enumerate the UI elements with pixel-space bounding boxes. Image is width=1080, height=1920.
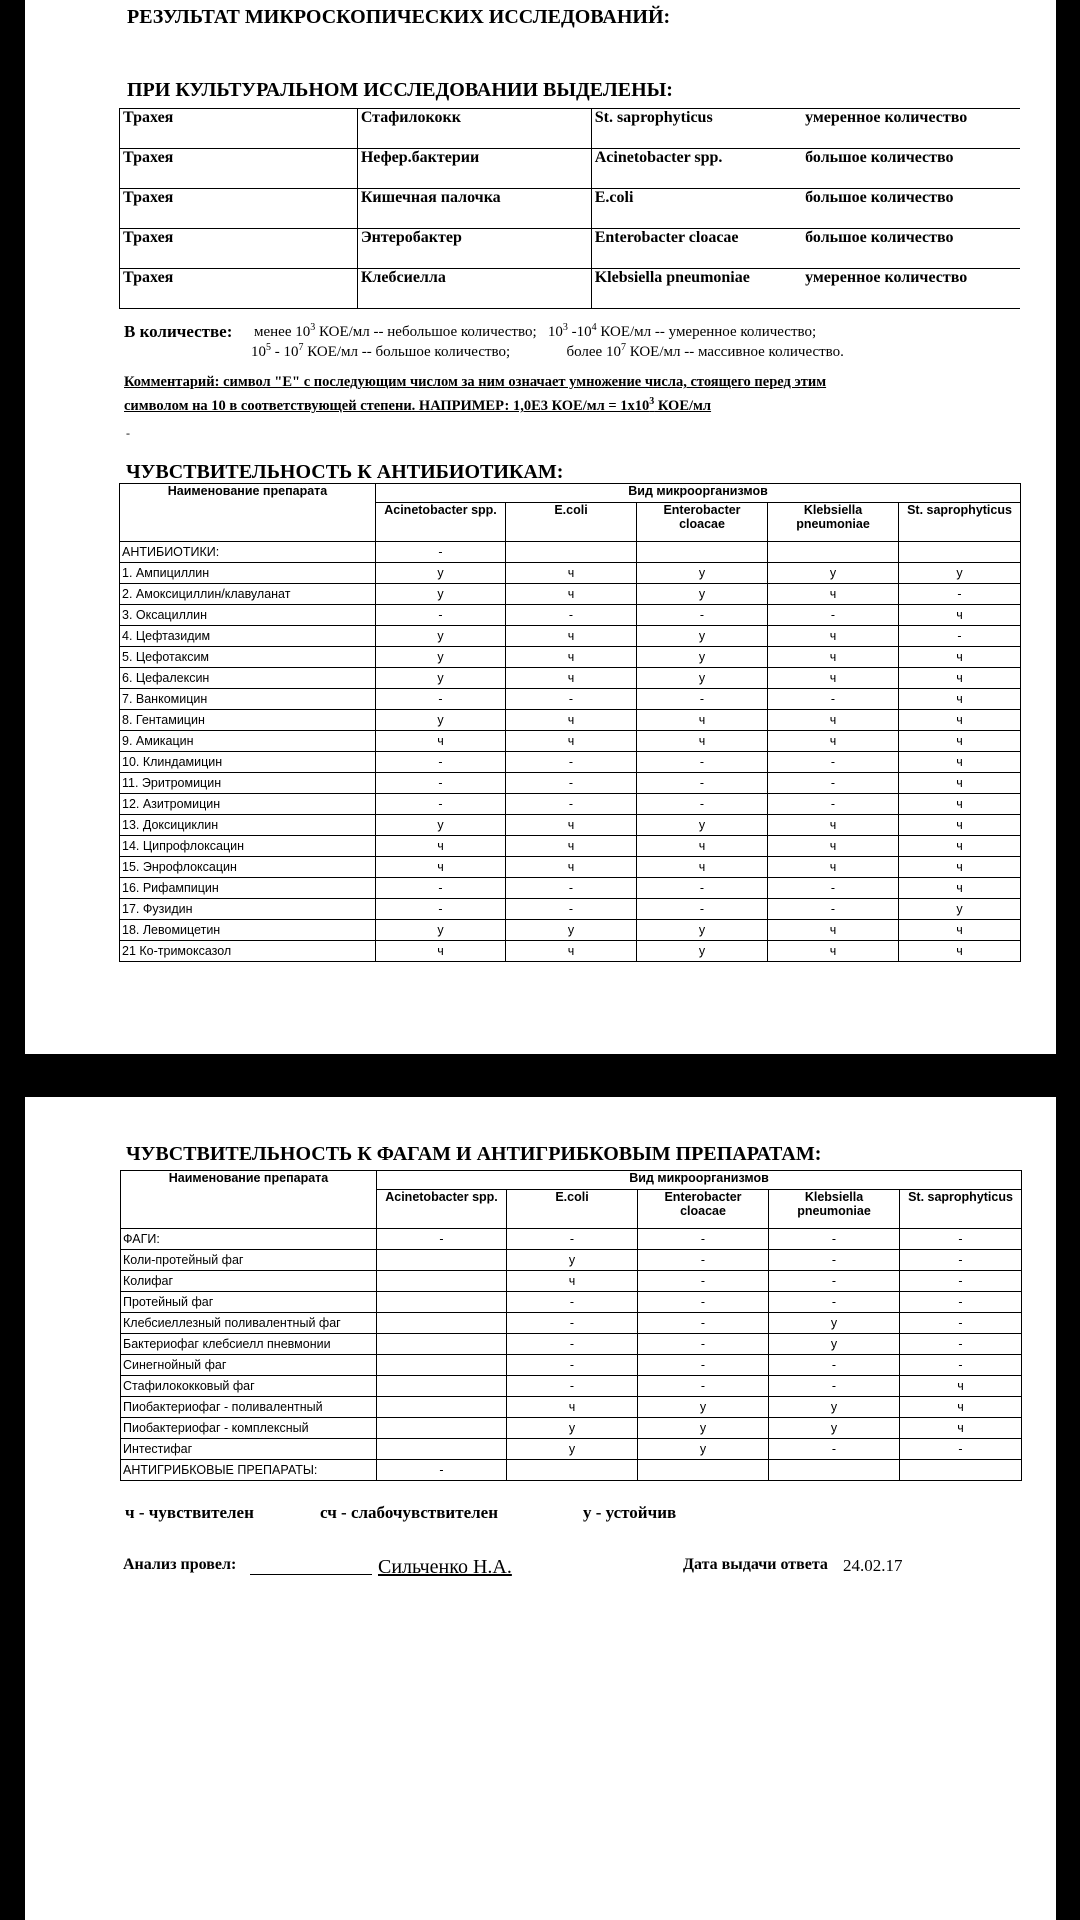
organism-header: St. saprophyticus (899, 503, 1021, 542)
sensitivity-value: у (507, 1418, 638, 1439)
sensitivity-value: ч (899, 815, 1021, 836)
drug-name: 4. Цефтазидим (120, 626, 376, 647)
sensitivity-value: - (769, 1271, 900, 1292)
sensitivity-value: - (900, 1271, 1022, 1292)
sensitivity-value: ч (506, 710, 637, 731)
sensitivity-value: - (376, 752, 506, 773)
drug-name: ФАГИ: (121, 1229, 377, 1250)
sensitivity-value: - (638, 1376, 769, 1397)
sensitivity-value (377, 1355, 507, 1376)
table-row (121, 1292, 1022, 1313)
sensitivity-value: у (376, 647, 506, 668)
sensitivity-value: - (507, 1292, 638, 1313)
sensitivity-value: - (637, 773, 768, 794)
sensitivity-value: - (377, 1460, 507, 1481)
sensitivity-value: у (768, 563, 899, 584)
table-row (121, 1271, 1022, 1292)
sensitivity-value: - (769, 1439, 900, 1460)
analyst-label: Анализ провел: (123, 1556, 237, 1573)
sensitivity-value: у (637, 668, 768, 689)
cell-amount: большое количество (805, 149, 1020, 189)
sensitivity-value: ч (506, 815, 637, 836)
sensitivity-value: - (507, 1229, 638, 1250)
sensitivity-value: ч (899, 710, 1021, 731)
sensitivity-value: ч (768, 668, 899, 689)
sensitivity-value (899, 542, 1021, 563)
sensitivity-value: у (507, 1250, 638, 1271)
drug-name: 11. Эритромицин (120, 773, 376, 794)
cell-organism-ru: Клебсиелла (357, 269, 591, 309)
culture-row (120, 189, 1021, 229)
organism-header: Klebsiella pneumoniae (769, 1190, 900, 1229)
report-page-2 (25, 1097, 1056, 1920)
sensitivity-value (377, 1250, 507, 1271)
sensitivity-value: - (638, 1229, 769, 1250)
sensitivity-value: - (376, 689, 506, 710)
sensitivity-value: у (637, 941, 768, 962)
sensitivity-value: - (768, 794, 899, 815)
drug-header: Наименование препарата (121, 1171, 377, 1229)
sensitivity-value: ч (506, 731, 637, 752)
analyst-name: Сильченко Н.А. (378, 1556, 512, 1578)
table-row (120, 752, 1021, 773)
issue-date: 24.02.17 (843, 1556, 903, 1575)
sensitivity-value: ч (506, 626, 637, 647)
sensitivity-value: у (638, 1418, 769, 1439)
sensitivity-value: у (769, 1313, 900, 1334)
table-row (120, 920, 1021, 941)
sensitivity-value: у (376, 668, 506, 689)
table-row (121, 1397, 1022, 1418)
drug-name: 13. Доксициклин (120, 815, 376, 836)
sensitivity-value: у (769, 1418, 900, 1439)
sensitivity-value: - (769, 1250, 900, 1271)
sensitivity-value: - (638, 1292, 769, 1313)
drug-name: 7. Ванкомицин (120, 689, 376, 710)
sensitivity-value (377, 1271, 507, 1292)
sensitivity-value: ч (506, 857, 637, 878)
antibiotics-title: ЧУВСТВИТЕЛЬНОСТЬ К АНТИБИОТИКАМ: (126, 461, 564, 483)
drug-name: 16. Рифампицин (120, 878, 376, 899)
cell-organism-lat: St. saprophyticus (591, 109, 805, 149)
sensitivity-value: - (376, 878, 506, 899)
organism-header: St. saprophyticus (900, 1190, 1022, 1229)
culture-row (120, 229, 1021, 269)
sensitivity-value: - (768, 773, 899, 794)
sensitivity-value: ч (376, 857, 506, 878)
sensitivity-value: - (900, 1250, 1022, 1271)
sensitivity-value: - (900, 1355, 1022, 1376)
drug-name: 12. Азитромицин (120, 794, 376, 815)
sensitivity-value: - (638, 1334, 769, 1355)
sensitivity-value: - (637, 794, 768, 815)
sensitivity-value: у (506, 920, 637, 941)
sensitivity-value: ч (637, 731, 768, 752)
cell-organism-lat: Enterobacter cloacae (591, 229, 805, 269)
culture-table (119, 108, 1020, 309)
sensitivity-value: у (507, 1439, 638, 1460)
drug-name: 15. Энрофлоксацин (120, 857, 376, 878)
sensitivity-value: - (769, 1292, 900, 1313)
sensitivity-value: - (899, 584, 1021, 605)
sensitivity-value: ч (899, 605, 1021, 626)
sensitivity-value (377, 1334, 507, 1355)
table-row (120, 836, 1021, 857)
sensitivity-value: - (768, 878, 899, 899)
sensitivity-value: ч (899, 836, 1021, 857)
table-row (121, 1334, 1022, 1355)
quantity-line-2: $10^5 - 10^7$ КОЕ/мл -- большое количество; более $10^7$ КОЕ/мл -- массивное количество. (251, 342, 844, 360)
cell-organism-ru: Стафилококк (357, 109, 591, 149)
sensitivity-value: ч (506, 836, 637, 857)
sensitivity-value: ч (768, 920, 899, 941)
sensitivity-value: у (769, 1397, 900, 1418)
drug-name: 5. Цефотаксим (120, 647, 376, 668)
sensitivity-value: ч (376, 941, 506, 962)
sensitivity-value (377, 1376, 507, 1397)
drug-name: Колифаг (121, 1271, 377, 1292)
table-row (120, 542, 1021, 563)
sensitivity-value (377, 1292, 507, 1313)
sensitivity-value: ч (506, 647, 637, 668)
table-row (120, 626, 1021, 647)
table-row (121, 1376, 1022, 1397)
sensitivity-value: - (506, 899, 637, 920)
table-row (121, 1355, 1022, 1376)
cell-material: Трахея (120, 269, 358, 309)
drug-name: Стафилококковый фаг (121, 1376, 377, 1397)
sensitivity-value (637, 542, 768, 563)
sensitivity-value: - (506, 794, 637, 815)
sensitivity-value: ч (899, 920, 1021, 941)
signature-footer (123, 1556, 1023, 1596)
sensitivity-value (638, 1460, 769, 1481)
sensitivity-value: - (376, 605, 506, 626)
table-row (120, 878, 1021, 899)
drug-name: Пиобактериофаг - поливалентный (121, 1397, 377, 1418)
sensitivity-value: - (376, 773, 506, 794)
sensitivity-value: у (376, 710, 506, 731)
sensitivity-value: у (637, 647, 768, 668)
sensitivity-value (377, 1313, 507, 1334)
sensitivity-value: - (637, 689, 768, 710)
cell-organism-lat: E.coli (591, 189, 805, 229)
sensitivity-value: - (377, 1229, 507, 1250)
sensitivity-value: - (507, 1334, 638, 1355)
cell-material: Трахея (120, 189, 358, 229)
sensitivity-value: - (900, 1439, 1022, 1460)
sensitivity-value: ч (768, 836, 899, 857)
drug-name: Интестифаг (121, 1439, 377, 1460)
sensitivity-value: - (506, 752, 637, 773)
organism-header: Klebsiella pneumoniae (768, 503, 899, 542)
cell-organism-ru: Кишечная палочка (357, 189, 591, 229)
drug-name: Протейный фаг (121, 1292, 377, 1313)
drug-name: АНТИГРИБКОВЫЕ ПРЕПАРАТЫ: (121, 1460, 377, 1481)
sensitivity-value: ч (899, 878, 1021, 899)
sensitivity-value: ч (376, 731, 506, 752)
sensitivity-value: у (899, 563, 1021, 584)
sensitivity-value: - (900, 1334, 1022, 1355)
sensitivity-value: - (638, 1250, 769, 1271)
quantity-legend (124, 322, 1064, 362)
sensitivity-value: ч (768, 731, 899, 752)
organism-header: E.coli (506, 503, 637, 542)
phage-title: ЧУВСТВИТЕЛЬНОСТЬ К ФАГАМ И АНТИГРИБКОВЫМ ПРЕПАРАТАМ: (126, 1143, 822, 1165)
sensitivity-value: ч (900, 1376, 1022, 1397)
sensitivity-value: ч (507, 1397, 638, 1418)
drug-name: 14. Ципрофлоксацин (120, 836, 376, 857)
sensitivity-value: - (768, 689, 899, 710)
sensitivity-value: - (506, 878, 637, 899)
sensitivity-value: ч (506, 668, 637, 689)
cell-organism-ru: Энтеробактер (357, 229, 591, 269)
sensitivity-value: - (768, 752, 899, 773)
sensitivity-value (900, 1460, 1022, 1481)
cell-amount: большое количество (805, 229, 1020, 269)
legend-weak: сч - слабочувствителен (320, 1503, 498, 1522)
sensitivity-value: ч (507, 1271, 638, 1292)
drug-name: 1. Ампициллин (120, 563, 376, 584)
cell-amount: большое количество (805, 189, 1020, 229)
table-row (120, 668, 1021, 689)
sensitivity-value (769, 1460, 900, 1481)
sensitivity-value: - (637, 899, 768, 920)
comment (124, 372, 1044, 416)
sensitivity-value: ч (376, 836, 506, 857)
table-row (120, 794, 1021, 815)
table-row (120, 563, 1021, 584)
phage-table (120, 1170, 1022, 1481)
sensitivity-value: ч (637, 836, 768, 857)
sensitivity-value: - (507, 1376, 638, 1397)
sensitivity-value: у (637, 563, 768, 584)
table-row (120, 899, 1021, 920)
sensitivity-value: ч (637, 857, 768, 878)
sensitivity-value (377, 1397, 507, 1418)
table-row (120, 689, 1021, 710)
sensitivity-value: ч (768, 815, 899, 836)
sensitivity-value (507, 1460, 638, 1481)
table-row (120, 773, 1021, 794)
sensitivity-value: ч (506, 584, 637, 605)
sensitivity-value: - (638, 1313, 769, 1334)
table-row (120, 584, 1021, 605)
sensitivity-value: - (638, 1355, 769, 1376)
sensitivity-value: ч (637, 710, 768, 731)
drug-name: 6. Цефалексин (120, 668, 376, 689)
organism-header: Enterobacter cloacae (638, 1190, 769, 1229)
sensitivity-value: - (376, 794, 506, 815)
report-page-1 (25, 0, 1056, 1054)
sensitivity-value: ч (768, 857, 899, 878)
dash-mark: - (126, 426, 130, 440)
sensitivity-value: - (900, 1229, 1022, 1250)
sensitivity-value: ч (900, 1418, 1022, 1439)
table-row (121, 1460, 1022, 1481)
sensitivity-value: - (899, 626, 1021, 647)
sensitivity-value: - (506, 605, 637, 626)
sensitivity-value: - (507, 1355, 638, 1376)
sensitivity-value: - (900, 1292, 1022, 1313)
comment-line-2: символом на 10 в соответствующей степени. НАПРИМЕР: 1,0Е3 $КОЕ/мл = 1х10^3$ КОЕ/мл (124, 396, 712, 414)
sensitivity-value (377, 1418, 507, 1439)
drug-name: 21 Ко-тримоксазол (120, 941, 376, 962)
table-row (121, 1313, 1022, 1334)
sensitivity-value: ч (899, 794, 1021, 815)
sensitivity-value: ч (899, 731, 1021, 752)
drug-header: Наименование препарата (120, 484, 376, 542)
quantity-label: В количестве: (124, 322, 233, 341)
comment-line-1: Комментарий: символ "Е" с последующим числом за ним означает умножение числа, стоящего перед этим (124, 374, 827, 390)
sensitivity-value: ч (506, 941, 637, 962)
sensitivity-value: ч (506, 563, 637, 584)
sensitivity-value: - (376, 542, 506, 563)
drug-name: 18. Левомицетин (120, 920, 376, 941)
cell-material: Трахея (120, 229, 358, 269)
sensitivity-value: - (768, 899, 899, 920)
sensitivity-value: - (506, 689, 637, 710)
drug-name: Коли-протейный фаг (121, 1250, 377, 1271)
species-header: Вид микроорганизмов (377, 1171, 1022, 1190)
sensitivity-value: - (507, 1313, 638, 1334)
sensitivity-value: - (769, 1229, 900, 1250)
cell-organism-lat: Acinetobacter spp. (591, 149, 805, 189)
organism-header: Acinetobacter spp. (376, 503, 506, 542)
sensitivity-value: у (769, 1334, 900, 1355)
legend-sensitive: ч - чувствителен (125, 1503, 254, 1522)
legend (125, 1503, 1025, 1527)
sensitivity-value: у (376, 920, 506, 941)
table-row (121, 1250, 1022, 1271)
drug-name: АНТИБИОТИКИ: (120, 542, 376, 563)
sensitivity-value: - (637, 752, 768, 773)
sensitivity-value: ч (899, 941, 1021, 962)
drug-name: 10. Клиндамицин (120, 752, 376, 773)
sensitivity-value (768, 542, 899, 563)
drug-name: 9. Амикацин (120, 731, 376, 752)
sensitivity-value: - (506, 773, 637, 794)
drug-name: Бактериофаг клебсиелл пневмонии (121, 1334, 377, 1355)
sensitivity-value: ч (899, 689, 1021, 710)
signature-line (250, 1574, 372, 1575)
culture-row (120, 269, 1021, 309)
sensitivity-value: - (768, 605, 899, 626)
sensitivity-value: у (637, 815, 768, 836)
antibiotics-table (119, 483, 1021, 962)
sensitivity-value: - (376, 899, 506, 920)
sensitivity-value: - (769, 1376, 900, 1397)
table-row (120, 857, 1021, 878)
table-row (120, 941, 1021, 962)
drug-name: 3. Оксациллин (120, 605, 376, 626)
cell-organism-ru: Нефер.бактерии (357, 149, 591, 189)
sensitivity-value: у (376, 563, 506, 584)
table-row (120, 815, 1021, 836)
sensitivity-value: у (637, 626, 768, 647)
sensitivity-value (506, 542, 637, 563)
sensitivity-value: ч (768, 710, 899, 731)
sensitivity-value: у (899, 899, 1021, 920)
quantity-line-1: менее $10^3$ КОЕ/мл -- небольшое количество; $10^3$ $-10^4$ КОЕ/мл -- умеренное количество; (254, 322, 817, 340)
table-row (121, 1229, 1022, 1250)
sensitivity-value: ч (768, 941, 899, 962)
table-row (120, 731, 1021, 752)
cell-amount: умеренное количество (805, 269, 1020, 309)
sensitivity-value: у (376, 626, 506, 647)
cell-material: Трахея (120, 109, 358, 149)
drug-name: Клебсиеллезный поливалентный фаг (121, 1313, 377, 1334)
drug-name: 17. Фузидин (120, 899, 376, 920)
drug-name: Пиобактериофаг - комплексный (121, 1418, 377, 1439)
sensitivity-value: - (900, 1313, 1022, 1334)
sensitivity-value: ч (899, 647, 1021, 668)
cell-amount: умеренное количество (805, 109, 1020, 149)
sensitivity-value: - (637, 605, 768, 626)
sensitivity-value: ч (899, 752, 1021, 773)
table-row (120, 710, 1021, 731)
cell-material: Трахея (120, 149, 358, 189)
sensitivity-value: у (637, 584, 768, 605)
sensitivity-value (377, 1439, 507, 1460)
sensitivity-value: у (376, 815, 506, 836)
drug-name: Синегнойный фаг (121, 1355, 377, 1376)
date-label: Дата выдачи ответа (683, 1556, 828, 1573)
culture-title: ПРИ КУЛЬТУРАЛЬНОМ ИССЛЕДОВАНИИ ВЫДЕЛЕНЫ: (127, 79, 673, 101)
sensitivity-value: у (638, 1439, 769, 1460)
sensitivity-value: у (376, 584, 506, 605)
table-row (120, 605, 1021, 626)
sensitivity-value: ч (899, 773, 1021, 794)
sensitivity-value: - (769, 1355, 900, 1376)
culture-row (120, 149, 1021, 189)
sensitivity-value: ч (899, 668, 1021, 689)
sensitivity-value: - (638, 1271, 769, 1292)
table-row (120, 647, 1021, 668)
sensitivity-value: у (638, 1397, 769, 1418)
table-row (121, 1439, 1022, 1460)
sensitivity-value: ч (768, 626, 899, 647)
table-row (121, 1418, 1022, 1439)
sensitivity-value: - (637, 878, 768, 899)
cell-organism-lat: Klebsiella pneumoniae (591, 269, 805, 309)
microscopy-title: РЕЗУЛЬТАТ МИКРОСКОПИЧЕСКИХ ИССЛЕДОВАНИЙ: (127, 6, 671, 28)
legend-resistant: у - устойчив (583, 1503, 677, 1522)
sensitivity-value: ч (900, 1397, 1022, 1418)
sensitivity-value: ч (899, 857, 1021, 878)
culture-row (120, 109, 1021, 149)
species-header: Вид микроорганизмов (376, 484, 1021, 503)
organism-header: Enterobacter cloacae (637, 503, 768, 542)
sensitivity-value: ч (768, 584, 899, 605)
organism-header: E.coli (507, 1190, 638, 1229)
sensitivity-value: у (637, 920, 768, 941)
organism-header: Acinetobacter spp. (377, 1190, 507, 1229)
drug-name: 2. Амоксициллин/клавуланат (120, 584, 376, 605)
sensitivity-value: ч (768, 647, 899, 668)
drug-name: 8. Гентамицин (120, 710, 376, 731)
